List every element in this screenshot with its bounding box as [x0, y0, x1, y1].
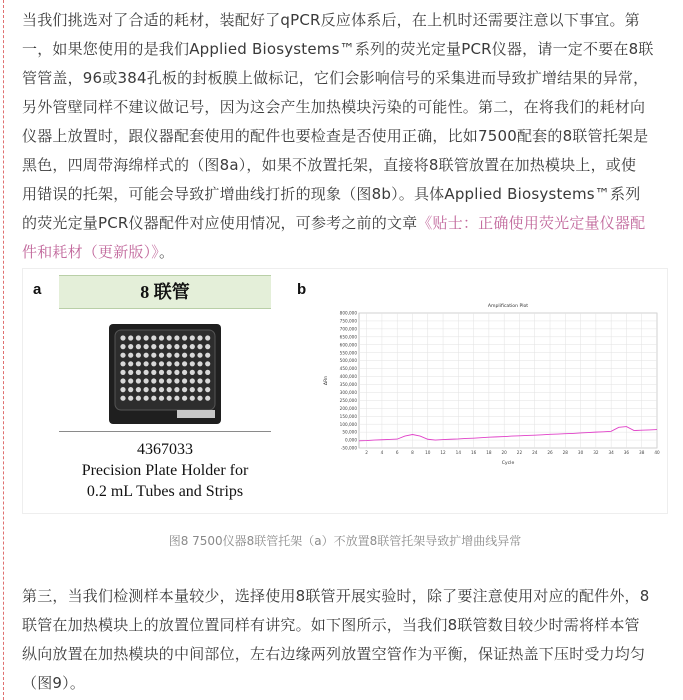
well	[128, 335, 133, 340]
well	[120, 370, 125, 375]
y-tick-label: 600,000	[339, 342, 357, 348]
well	[144, 353, 149, 358]
well	[136, 378, 141, 383]
well	[167, 361, 172, 366]
paragraph-line: 第三，当我们检测样本量较少，选择使用8联管开展实验时，除了要注意使用对应的配件外，8	[22, 587, 650, 605]
paragraph-line: 黑色，四周带海绵样式的（图8a），如果不放置托架，直接将8联管放置在加热模块上，或使	[22, 156, 637, 174]
x-tick-label: 32	[593, 450, 599, 455]
well	[197, 344, 202, 349]
well	[182, 353, 187, 358]
well	[120, 344, 125, 349]
well	[174, 353, 179, 358]
well	[190, 335, 195, 340]
x-tick-label: 28	[562, 450, 568, 455]
well	[190, 370, 195, 375]
well	[205, 387, 210, 392]
y-tick-label: 150,000	[339, 413, 357, 419]
y-tick-label: 400,000	[339, 374, 357, 380]
well	[190, 378, 195, 383]
well	[128, 344, 133, 349]
article-link[interactable]: 《贴士：正确使用荧光定量仪器配	[417, 214, 646, 232]
well	[205, 396, 210, 401]
well	[174, 361, 179, 366]
well	[120, 396, 125, 401]
y-tick-label: 350,000	[339, 382, 357, 388]
well	[205, 335, 210, 340]
y-tick-label: 50,000	[342, 429, 357, 435]
well	[167, 378, 172, 383]
x-tick-label: 40	[654, 450, 660, 455]
well	[151, 361, 156, 366]
well	[151, 387, 156, 392]
well	[159, 387, 164, 392]
well	[182, 396, 187, 401]
panel-b-letter: b	[297, 281, 307, 298]
y-tick-label: 700,000	[339, 326, 357, 332]
well	[120, 335, 125, 340]
well	[159, 396, 164, 401]
well	[144, 387, 149, 392]
well	[174, 396, 179, 401]
well	[190, 396, 195, 401]
well	[167, 335, 172, 340]
well	[151, 344, 156, 349]
panel-a-description	[51, 439, 279, 502]
y-tick-label: 450,000	[339, 366, 357, 372]
description-line: Precision Plate Holder for	[81, 462, 249, 479]
well	[182, 361, 187, 366]
plot-area	[359, 313, 657, 448]
x-tick-label: 26	[547, 450, 553, 455]
article-link-continued[interactable]: 件和耗材（更新版）》	[22, 243, 160, 261]
well	[159, 344, 164, 349]
well	[159, 353, 164, 358]
paragraph-line: 一，如果您使用的是我们Applied Biosystems™系列的荧光定量PCR仪器，请一定不要在8联	[22, 40, 654, 58]
x-tick-label: 22	[516, 450, 523, 455]
well	[128, 387, 133, 392]
plate-holder-image	[109, 324, 221, 424]
well	[190, 361, 195, 366]
x-tick-label: 10	[425, 450, 431, 455]
paragraph-line: 纵向放置在加热模块的中间部位，左右边缘两列放置空管作为平衡，保证热盖下压时受力均匀	[22, 645, 646, 663]
well	[197, 387, 202, 392]
y-tick-label: 650,000	[339, 334, 357, 340]
well	[174, 344, 179, 349]
y-axis-label: ΔRn	[324, 375, 329, 386]
paragraph-line: 仪器上放置时，跟仪器配套使用的配件也要检查是否使用正确，比如7500配套的8联管托架是	[22, 127, 649, 145]
well	[120, 378, 125, 383]
y-tick-label: 250,000	[339, 397, 357, 403]
well	[144, 378, 149, 383]
well	[128, 396, 133, 401]
well	[197, 335, 202, 340]
well	[197, 378, 202, 383]
well	[182, 387, 187, 392]
well	[136, 396, 141, 401]
x-tick-label: 38	[639, 450, 645, 455]
paragraph-text: 的荧光定量PCR仪器配件对应使用情况，可参考之前的文章	[22, 214, 418, 232]
left-dashed-border	[3, 0, 4, 700]
x-tick-label: 14	[455, 450, 462, 455]
x-tick-label: 18	[486, 450, 492, 455]
well	[151, 335, 156, 340]
x-tick-label: 4	[380, 450, 384, 455]
well	[182, 370, 187, 375]
well	[136, 361, 141, 366]
well	[197, 396, 202, 401]
well	[174, 370, 179, 375]
paragraph-line: 另外管壁同样不建议做记号，因为这会产生加热模块污染的可能性。第二，在将我们的耗材向	[22, 98, 646, 116]
well	[205, 378, 210, 383]
well	[167, 353, 172, 358]
y-tick-label: 100,000	[339, 421, 357, 427]
paragraph-2	[22, 582, 670, 698]
well	[120, 353, 125, 358]
y-tick-label: -50,000	[340, 445, 357, 451]
well	[144, 344, 149, 349]
well	[205, 361, 210, 366]
x-tick-label: 8	[411, 450, 414, 455]
well	[128, 353, 133, 358]
well	[205, 344, 210, 349]
figure-8	[22, 268, 668, 514]
well	[120, 387, 125, 392]
x-axis-label: Cycle	[501, 461, 515, 466]
chart-title: Amplification Plot	[487, 304, 529, 309]
well	[205, 370, 210, 375]
paragraph-line	[22, 238, 670, 267]
well	[120, 361, 125, 366]
x-tick-label: 24	[532, 450, 538, 455]
panel-a-letter: a	[33, 281, 42, 298]
well	[128, 361, 133, 366]
well	[182, 335, 187, 340]
y-tick-label: 300,000	[339, 390, 357, 396]
well	[159, 378, 164, 383]
well	[136, 353, 141, 358]
amplification-plot	[319, 299, 667, 474]
x-tick-label: 2	[365, 450, 368, 455]
paragraph-line	[22, 209, 670, 238]
well	[167, 387, 172, 392]
well	[151, 378, 156, 383]
well	[151, 353, 156, 358]
well	[144, 370, 149, 375]
x-tick-label: 30	[577, 450, 584, 455]
y-tick-label: 550,000	[339, 350, 357, 356]
well	[159, 361, 164, 366]
well	[144, 396, 149, 401]
paragraph-line: 当我们挑选对了合适的耗材，装配好了qPCR反应体系后，在上机时还需要注意以下事宜。第	[22, 11, 640, 29]
x-tick-label: 12	[440, 450, 446, 455]
well	[182, 378, 187, 383]
description-line: 0.2 mL Tubes and Strips	[86, 483, 244, 500]
panel-a-header: 8 联管	[59, 275, 271, 309]
well	[151, 370, 156, 375]
x-tick-label: 16	[470, 450, 477, 455]
well	[197, 353, 202, 358]
well	[167, 396, 172, 401]
well	[136, 344, 141, 349]
y-tick-label: 200,000	[339, 405, 357, 411]
well	[136, 387, 141, 392]
well	[151, 396, 156, 401]
well	[136, 335, 141, 340]
y-tick-label: 500,000	[339, 358, 357, 364]
well	[128, 378, 133, 383]
well	[197, 361, 202, 366]
well	[205, 353, 210, 358]
x-tick-label: 36	[623, 450, 630, 455]
well	[174, 378, 179, 383]
y-tick-label: 0,000	[345, 437, 357, 443]
paragraph-line: （图9）。	[22, 674, 86, 692]
paragraph-line: 用错误的托架，可能会导致扩增曲线打折的现象（图8b）。具体Applied Biosystems™系列	[22, 185, 641, 203]
y-tick-label: 800,000	[339, 310, 357, 316]
figure-caption: 图8 7500仪器8联管托架（a）不放置8联管托架导致扩增曲线异常	[168, 534, 522, 548]
well	[144, 335, 149, 340]
well	[174, 335, 179, 340]
paragraph-text: 。	[159, 243, 175, 261]
well	[190, 344, 195, 349]
x-tick-label: 20	[501, 450, 507, 455]
well	[144, 361, 149, 366]
paragraph-line: 联管在加热模块上的放置位置同样有讲究。如下图所示，当我们8联管数目较少时需将样本管	[22, 616, 640, 634]
well	[182, 344, 187, 349]
well	[197, 370, 202, 375]
part-number: 4367033	[137, 441, 193, 458]
panel-a-divider	[59, 431, 271, 432]
paragraph-line: 管管盖，96或384孔板的封板膜上做标记，它们会影响信号的采集进而导致扩增结果的异常，	[22, 69, 649, 87]
well	[190, 353, 195, 358]
well	[190, 387, 195, 392]
y-tick-label: 750,000	[339, 318, 357, 324]
well	[167, 370, 172, 375]
well	[167, 344, 172, 349]
well	[128, 370, 133, 375]
well	[159, 370, 164, 375]
paragraph-1	[22, 6, 670, 267]
well	[136, 370, 141, 375]
x-tick-label: 34	[608, 450, 614, 455]
x-tick-label: 6	[395, 450, 399, 455]
well	[174, 387, 179, 392]
well	[159, 335, 164, 340]
